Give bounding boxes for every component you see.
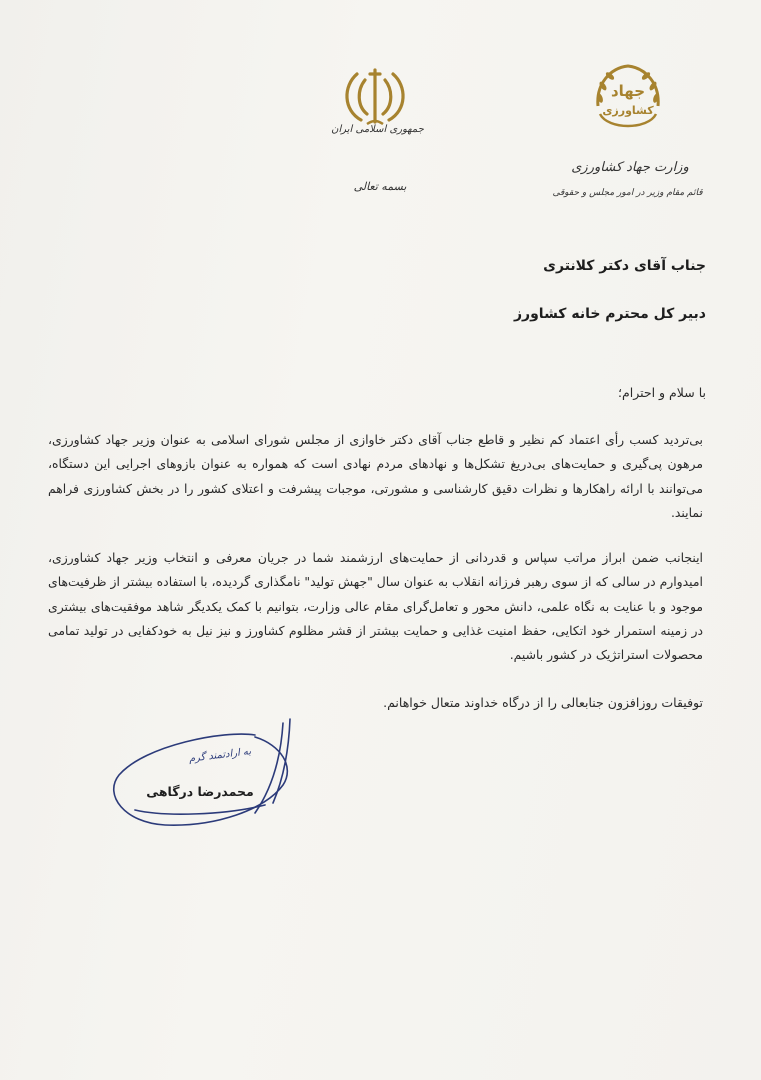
recipient-title: دبیر کل محترم خانه کشاورز (513, 306, 706, 322)
besmeh-text: بسمه تعالی (353, 180, 407, 193)
iran-emblem-icon (335, 62, 415, 132)
jahad-keshavarzi-logo-icon (588, 58, 668, 138)
body-paragraph-2: اینجانب ضمن ابراز مراتب سپاس و قدردانی از حمایت‌های ارزشمند شما در جریان معرفی و انتخاب وزیر جهاد کشاورزی، امیدوارم در سالی که از سوی رهبر فرزانه انقلاب به عنوان سال "جهش تولید" نامگذاری گردیده، با استفاده بیشتر از ظرفیت‌های موجود و با عنایت به نگاه علمی، دانش محور و تعامل‌گرای مقام عالی وزارت، بتوانیم با کمک یکدیگر شاهد موفقیت‌های بیشتری در زمینه استمرار خود اتکایی، حفظ امنیت غذایی و حمایت بیشتر از قشر مظلوم کشاورز و نیز نیل به خودکفایی در تولید تمامی محصولات استراتژیک در کشور باشیم. (48, 550, 703, 663)
logo-text-top: جهاد (610, 82, 646, 100)
closing-line: توفیقات روزافزون جنابعالی را از درگاه خداوند متعال خواهانم. (383, 695, 703, 710)
handwritten-note: به ارادتمند گرم (188, 746, 252, 765)
greeting: با سلام و احترام؛ (618, 385, 706, 400)
signer-name: محمدرضا درگاهی (146, 784, 254, 799)
ministry-name: وزارت جهاد کشاورزی (571, 160, 689, 175)
signature-scribble-icon (105, 715, 305, 840)
body-paragraph-1: بی‌تردید کسب رأی اعتماد کم نظیر و قاطع جناب آقای دکتر خاوازی از مجلس شورای اسلامی به عنوان وزیر جهاد کشاورزی، مرهون پی‌گیری و حمایت‌های بی‌دریغ تشکل‌ها و نهادهای مردم نهادی است که همواره به عنوان بازوهای اجرایی این دستگاه، می‌توانند با ارائه راهکارها و نظرات دقیق کارشناسی و مشورتی، موجبات پیشرفت و اعتلای کشور را در بخش کشاورزی فراهم نمایند. (48, 432, 703, 520)
logo-text-bottom: کشاورزی (602, 104, 654, 117)
recipient-name: جناب آقای دکتر کلانتری (543, 258, 706, 274)
emblem-caption: جمهوری اسلامی ایران (331, 124, 424, 135)
ministry-subtitle: قائم مقام وزیر در امور مجلس و حقوقی (552, 188, 703, 198)
